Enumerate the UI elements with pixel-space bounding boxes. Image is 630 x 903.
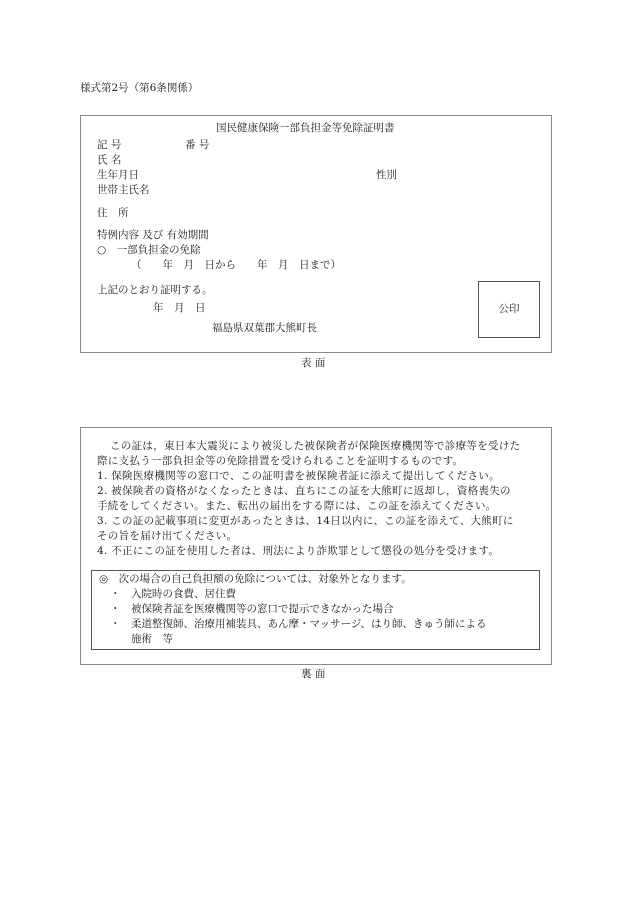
front-caption: 表 面 — [301, 357, 326, 369]
address-label: 住 所 — [97, 207, 129, 219]
exclusion-item-3: ・ 柔道整復師、治療用補装具、あん摩・マッサージ、はり師、きゅう師による — [110, 618, 487, 630]
back-item-3-continued: その旨を届け出てください。 — [97, 530, 238, 542]
number-label: 番 号 — [185, 139, 210, 151]
form-number-label: 様式第2号（第6条関係） — [80, 82, 199, 94]
back-caption: 裏 面 — [301, 668, 326, 680]
special-content-label: 特例内容 及び 有効期間 — [97, 229, 209, 241]
gender-label: 性別 — [376, 169, 397, 181]
back-item-4: 4. 不正にこの証を使用した者は、刑法により詐欺罪として懲役の処分を受けます。 — [97, 545, 500, 557]
exclusion-item-1: ・ 入院時の食費、居住費 — [110, 588, 236, 600]
certify-text: 上記のとおり証明する。 — [97, 284, 213, 296]
name-label: 氏 名 — [97, 154, 122, 166]
symbol-label: 記 号 — [97, 139, 122, 151]
birthdate-label: 生年月日 — [97, 169, 139, 181]
issuer-name: 福島県双葉郡大熊町長 — [212, 322, 317, 334]
exemption-item: ○ 一部負担金の免除 — [97, 244, 201, 256]
back-item-1: 1. 保険医療機関等の窓口で、この証明書を被保険者証に添えて提出してください。 — [97, 470, 500, 482]
back-paragraph-line-2: 際に支払う一部負担金等の免除措置を受けられることを証明するものです。 — [97, 455, 464, 467]
validity-period: （ 年 月 日から 年 月 日まで） — [131, 259, 341, 271]
official-seal-box — [478, 281, 540, 338]
exclusion-item-3-continued: 施術 等 — [131, 633, 173, 645]
exclusion-item-2: ・ 被保険者証を医療機関等の窓口で提示できなかった場合 — [110, 603, 394, 615]
back-paragraph-line-1: この証は，東日本大震災により被災した被保険者が保険医療機関等で診療等を受けた — [110, 440, 521, 452]
exclusion-notice-heading: ◎ 次の場合の自己負担額の免除については、対象外となります。 — [99, 573, 412, 585]
householder-name-label: 世帯主氏名 — [97, 184, 150, 196]
issue-date-line: 年 月 日 — [153, 302, 206, 314]
official-seal-label: 公印 — [498, 303, 520, 316]
back-item-3: 3. この証の記載事項に変更があったときは、14日以内に、この証を添えて、大熊町に — [97, 515, 514, 527]
back-item-2-continued: 手続をしてください。また、転出の届出をする際には、この証を添えてください。 — [97, 500, 497, 512]
certificate-title: 国民健康保険一部負担金等免除証明書 — [216, 122, 395, 134]
back-item-2: 2. 被保険者の資格がなくなったときは、直ちにこの証を大熊町に返却し，資格喪失の — [97, 485, 511, 497]
